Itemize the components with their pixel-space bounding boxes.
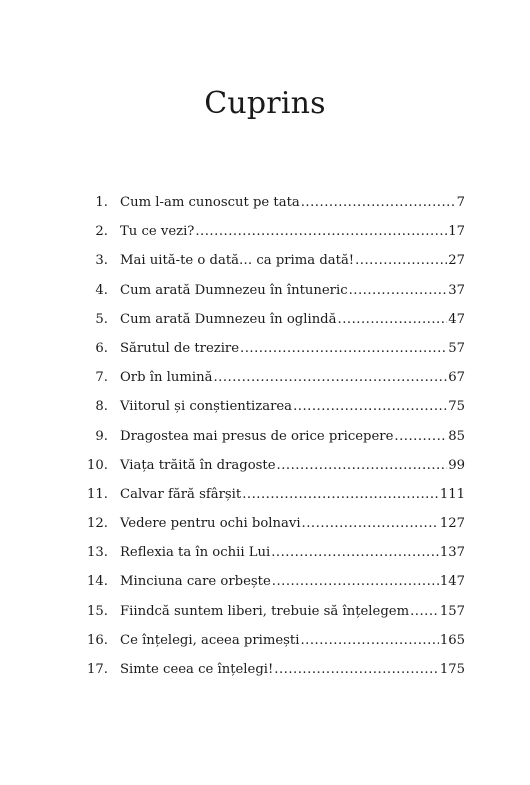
toc-entry-title: Reflexia ta în ochii Lui (120, 545, 271, 561)
toc-leader-dots (240, 334, 447, 363)
toc-entry[interactable] (83, 597, 465, 626)
toc-entry-number: 3. (95, 253, 108, 269)
toc-entry-page: 37 (448, 282, 465, 298)
toc-leader-dots (293, 392, 447, 421)
toc-entry-title: Sărutul de trezire (120, 340, 240, 356)
toc-leader-dots (277, 451, 448, 480)
toc-entry-number: 10. (87, 457, 108, 473)
toc-entry-number: 16. (87, 632, 108, 648)
toc-leader-dots (394, 422, 447, 451)
toc-entry-number: 11. (87, 486, 108, 502)
toc-entry[interactable] (83, 363, 465, 392)
toc-entry-title: Fiindcă suntem liberi, trebuie să înțelegem (120, 603, 410, 619)
toc-entry-number: 7. (95, 370, 108, 386)
toc-leader-dots (355, 246, 447, 275)
toc-entry-number: 8. (95, 399, 108, 415)
toc-entry-title: Minciuna care orbește (120, 574, 271, 590)
toc-entry-title: Cum arată Dumnezeu în întuneric (120, 282, 348, 298)
toc-leader-dots (213, 363, 447, 392)
toc-entry-number: 5. (95, 311, 108, 327)
toc-entry[interactable] (83, 422, 465, 451)
toc-entry[interactable] (83, 567, 465, 596)
toc-entry[interactable] (83, 538, 465, 567)
toc-entry[interactable] (83, 276, 465, 305)
toc-entry-number: 2. (95, 224, 108, 240)
toc-entry-page: 157 (439, 603, 465, 619)
toc-leader-dots (272, 567, 439, 596)
toc-entry-title: Ce înțelegi, aceea primești (120, 632, 300, 648)
toc-entry-page: 175 (439, 662, 465, 677)
toc-entry-title: Mai uită-te o dată… ca prima dată! (120, 253, 355, 269)
toc-leader-dots (300, 626, 438, 655)
toc-entry[interactable] (83, 392, 465, 421)
toc-entry-number: 1. (95, 195, 108, 210)
toc-leader-dots (271, 538, 439, 567)
toc-entry-title: Dragostea mai presus de orice pricepere (120, 428, 394, 444)
toc-leader-dots (242, 480, 439, 509)
toc-entry[interactable] (83, 334, 465, 363)
toc-entry-page: 85 (448, 428, 465, 444)
toc-entry[interactable] (83, 305, 465, 334)
toc-entry-page: 67 (448, 370, 465, 386)
table-of-contents (83, 188, 465, 684)
toc-entry-title: Cum arată Dumnezeu în oglindă (120, 311, 337, 327)
toc-leader-dots (349, 276, 448, 305)
toc-leader-dots (301, 188, 456, 217)
toc-entry[interactable] (83, 480, 465, 509)
toc-entry-number: 17. (87, 662, 108, 677)
toc-entry-title: Tu ce vezi? (120, 224, 195, 240)
toc-entry-title: Vedere pentru ochi bolnavi (120, 516, 301, 532)
toc-entry[interactable] (83, 626, 465, 655)
toc-entry-number: 15. (87, 603, 108, 619)
toc-entry-page: 99 (448, 457, 465, 473)
toc-entry-title: Calvar fără sfârșit (120, 486, 242, 502)
toc-entry-page: 47 (448, 311, 465, 327)
toc-entry-title: Simte ceea ce înțelegi! (120, 662, 274, 677)
toc-entry-title: Cum l-am cunoscut pe tata (120, 195, 300, 210)
toc-leader-dots (195, 217, 447, 246)
toc-entry-title: Viitorul și conștientizarea (120, 399, 293, 415)
toc-leader-dots (274, 655, 439, 684)
toc-entry[interactable] (83, 246, 465, 275)
toc-entry-number: 9. (95, 428, 108, 444)
toc-entry[interactable] (83, 451, 465, 480)
toc-entry-number: 4. (95, 282, 108, 298)
toc-entry-number: 13. (87, 545, 108, 561)
toc-entry-page: 165 (439, 632, 465, 648)
toc-leader-dots (410, 597, 439, 626)
toc-leader-dots (338, 305, 448, 334)
toc-entry-title: Viața trăită în dragoste (120, 457, 276, 473)
toc-entry-number: 6. (95, 340, 108, 356)
toc-entry[interactable] (83, 188, 465, 217)
toc-entry-number: 12. (87, 516, 108, 532)
toc-entry-page: 17 (448, 224, 465, 240)
toc-entry-page: 147 (439, 574, 465, 590)
page-title: Cuprins (204, 86, 326, 121)
toc-entry-page: 111 (439, 486, 465, 502)
toc-leader-dots (302, 509, 439, 538)
toc-entry-page: 27 (448, 253, 465, 269)
toc-entry[interactable] (83, 217, 465, 246)
toc-entry-number: 14. (87, 574, 108, 590)
toc-entry-page: 57 (448, 340, 465, 356)
toc-entry-page: 137 (439, 545, 465, 561)
toc-entry-page: 127 (439, 516, 465, 532)
toc-entry[interactable] (83, 509, 465, 538)
toc-entry[interactable] (83, 655, 465, 684)
toc-entry-title: Orb în lumină (120, 370, 213, 386)
toc-entry-page: 7 (456, 195, 465, 210)
toc-entry-page: 75 (448, 399, 465, 415)
